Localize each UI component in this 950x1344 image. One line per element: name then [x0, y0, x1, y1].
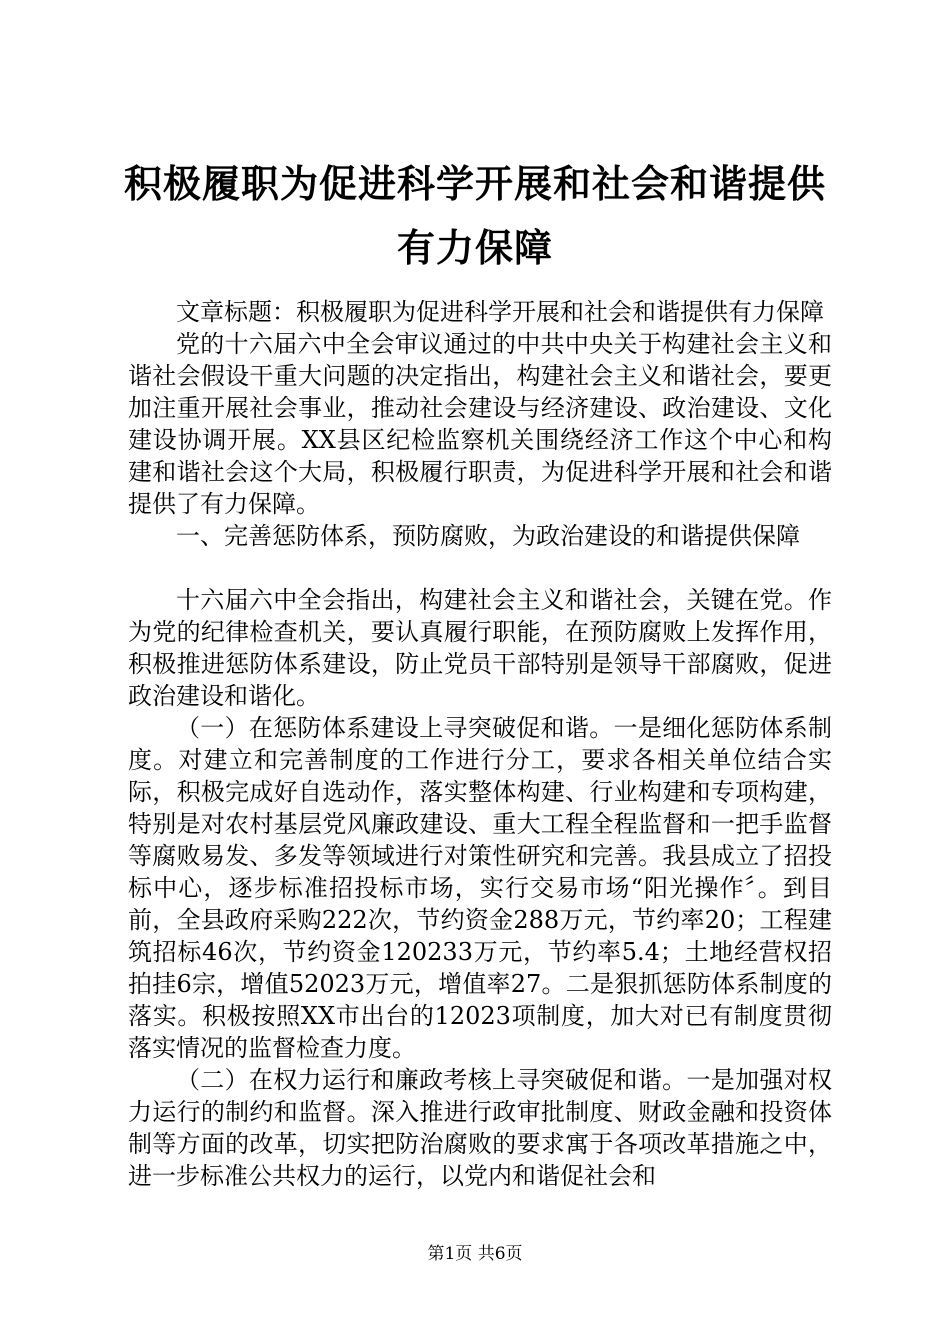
section-1-paragraph: 十六届六中全会指出，构建社会主义和谐社会，关键在党。作为党的纪律检查机关，要认真履行职能，在预防腐败上发挥作用，积极推进惩防体系建设，防止党员干部特别是领导干部腐败，促进政治建设和谐化。: [128, 586, 832, 710]
document-body: [128, 296, 832, 1192]
page-footer: 第1页 共6页: [427, 1244, 523, 1264]
intro-paragraph: 党的十六届六中全会审议通过的中共中央关于构建社会主义和谐社会假设干重大问题的决定指出，构建社会主义和谐社会，要更加注重开展社会事业，推动社会建设与经济建设、政治建设、文化建设协调开展。XX县区纪检监察机关围绕经济工作这个中心和构建和谐社会这个大局，积极履行职责，为促进科学开展和社会和谐提供了有力保障。: [128, 330, 832, 518]
subsection-1-paragraph: （一）在惩防体系建设上寻突破促和谐。一是细化惩防体系制度。对建立和完善制度的工作进行分工，要求各相关单位结合实际，积极完成好自选动作，落实整体构建、行业构建和专项构建，特别是对农村基层党风廉政建设、重大工程全程监督和一把手监督等腐败易发、多发等领域进行对策性研究和完善。我县成立了招投标中心，逐步标准招投标市场，实行交易市场“阳光操作〞。到目前，全县政府采购222次，节约资金288万元，节约率20；工程建筑招标46次，节约资金120233万元，节约率5.4；土地经营权招拍挂6宗，增值52023万元，增值率27。二是狠抓惩防体系制度的落实。积极按照XX市出台的12023项制度，加大对已有制度贯彻落实情况的监督检查力度。: [128, 714, 832, 1062]
article-title-line: 文章标题：积极履职为促进科学开展和社会和谐提供有力保障: [176, 298, 824, 326]
section-heading-1: 一、完善惩防体系，预防腐败，为政治建设的和谐提供保障: [176, 522, 800, 550]
document-title: 积极履职为促进科学开展和社会和谐提供有力保障: [123, 161, 826, 270]
subsection-2-paragraph: （二）在权力运行和廉政考核上寻突破促和谐。一是加强对权力运行的制约和监督。深入推进行政审批制度、财政金融和投资体制等方面的改革，切实把防治腐败的要求寓于各项改革措施之中，进一步标准公共权力的运行，以党内和谐促社会和: [128, 1066, 832, 1190]
